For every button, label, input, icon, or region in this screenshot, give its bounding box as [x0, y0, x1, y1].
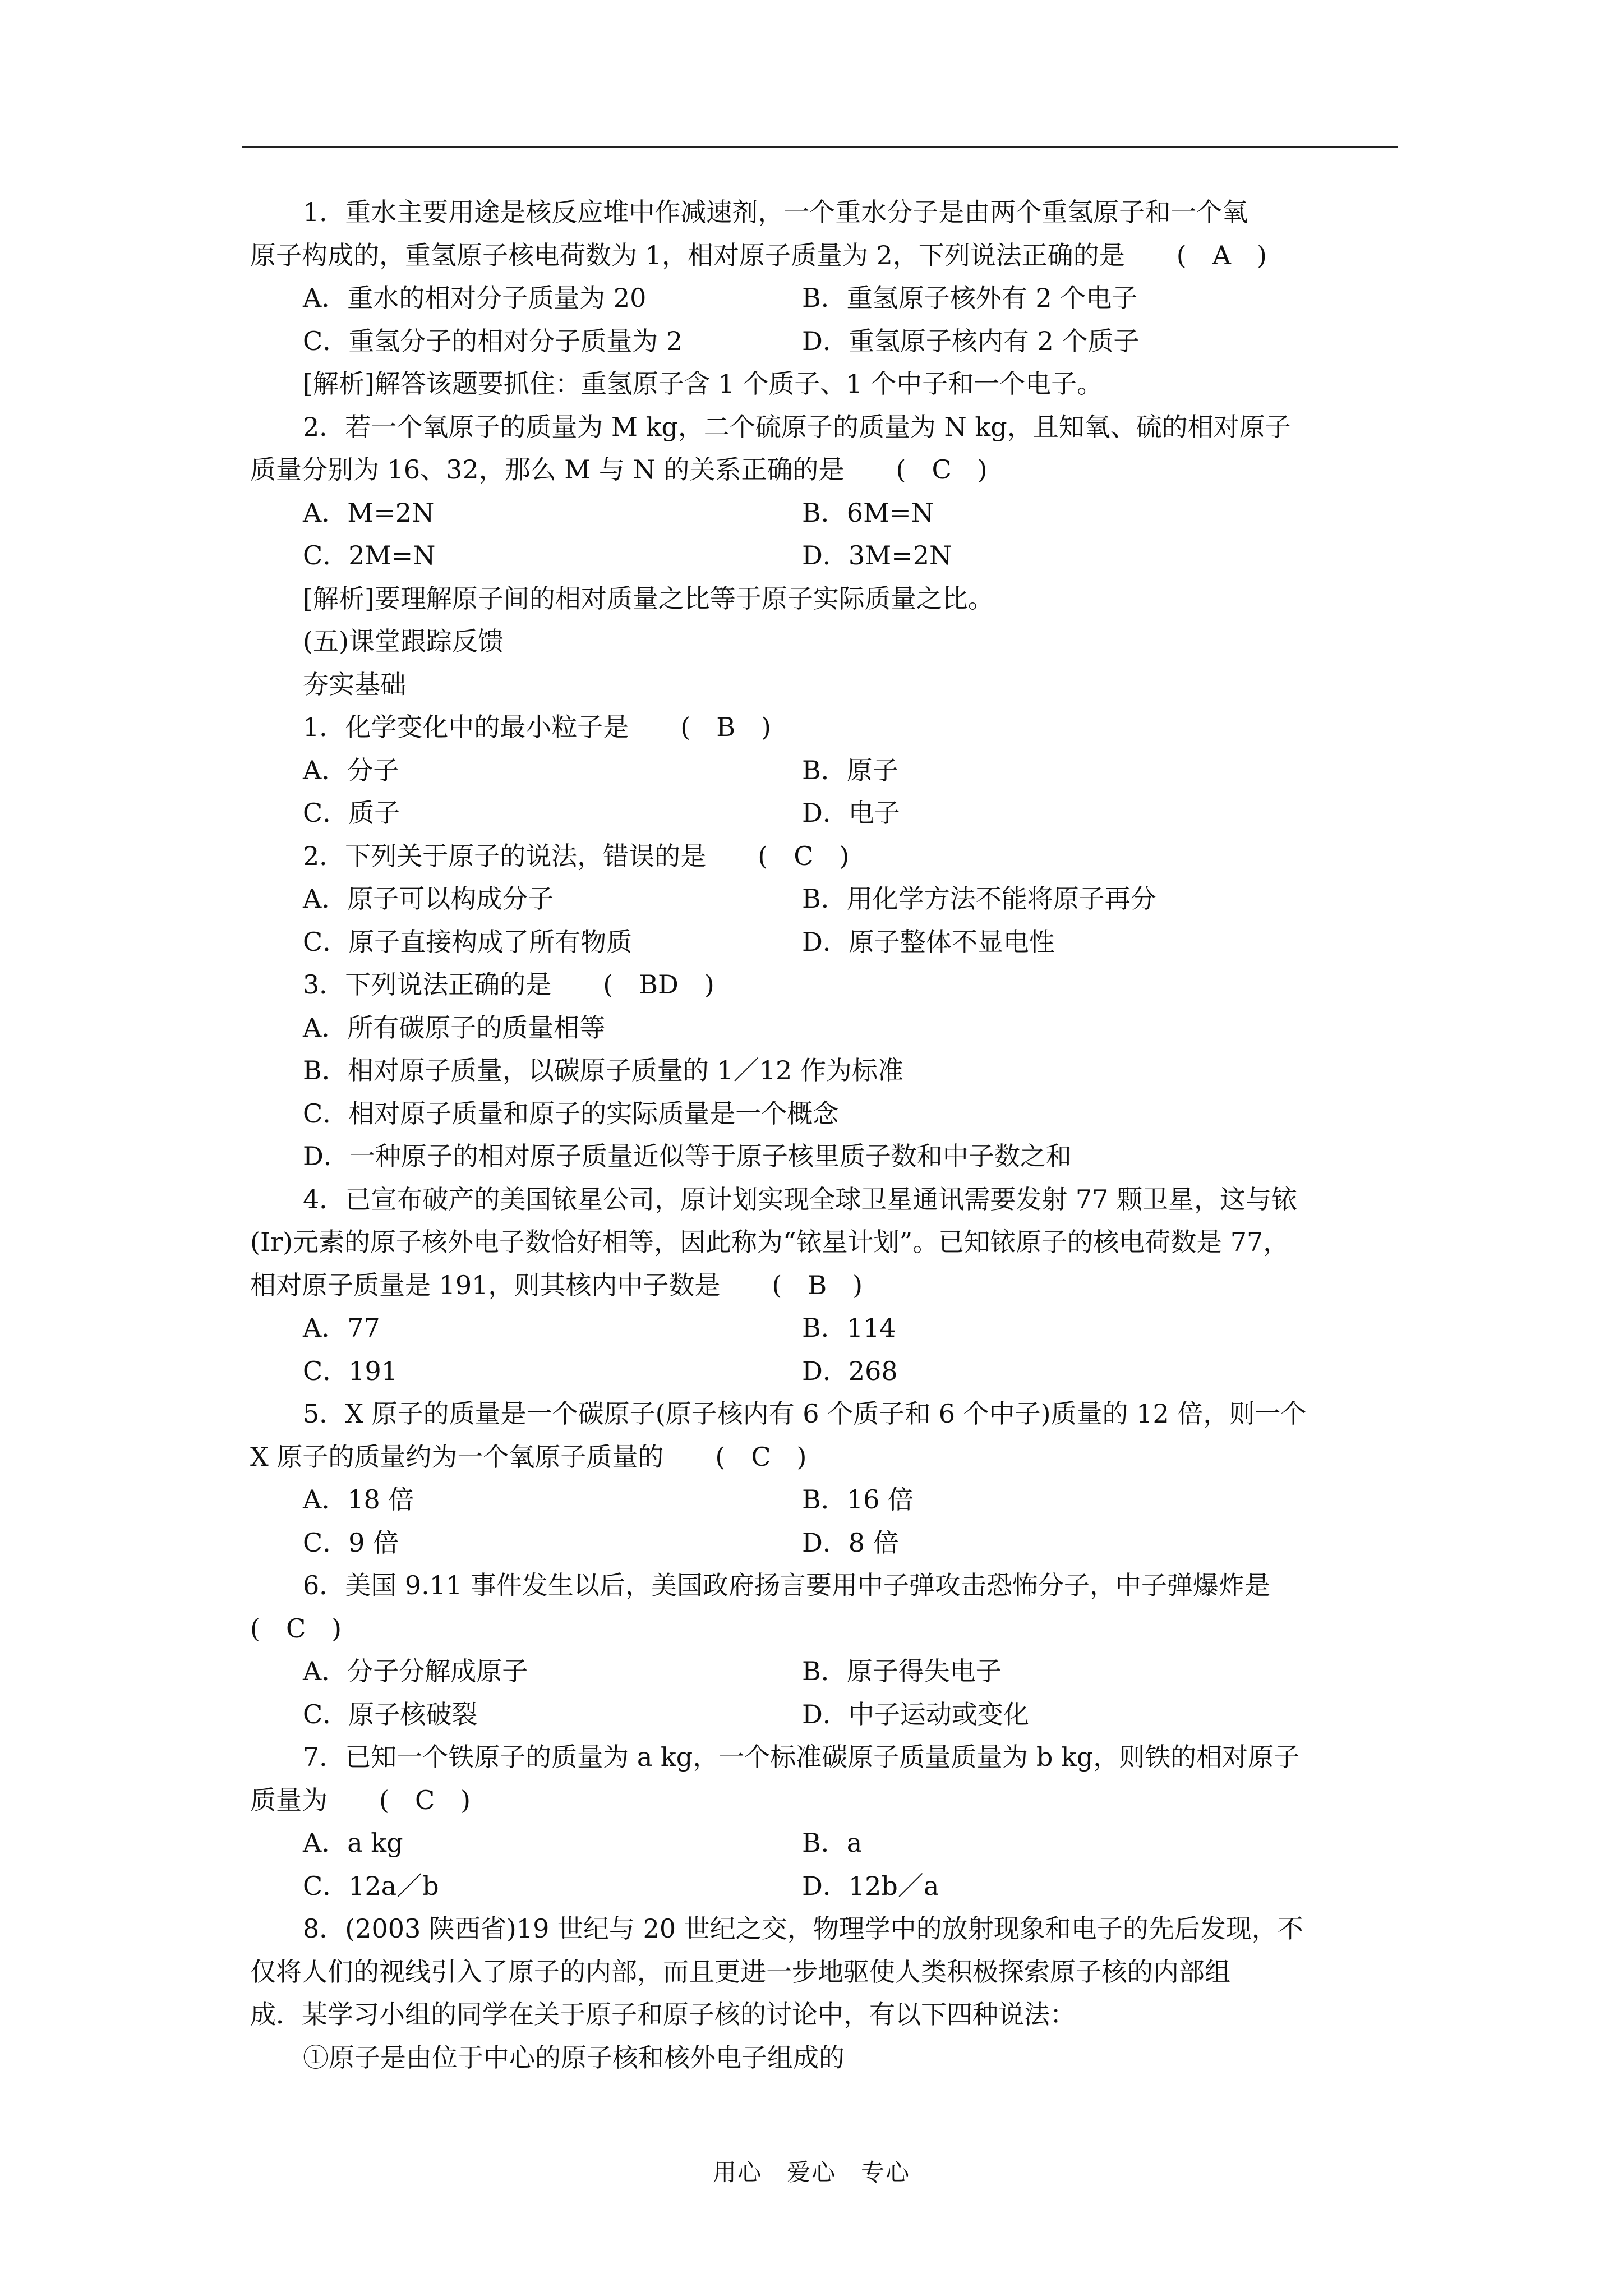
option-row [0, 277, 1623, 320]
text-line: C．相对原子质量和原子的实际质量是一个概念 [303, 1098, 839, 1129]
text-line-continued: 原子构成的，重氢原子核电荷数为 1，相对原子质量为 2，下列说法正确的是 ( A ) [250, 240, 1267, 270]
text-line: 7．已知一个铁原子的质量为 a kg，一个标准碳原子质量质量为 b kg，则铁的相对原子 [303, 1742, 1300, 1772]
option-right: D．中子运动或变化 [802, 1699, 1029, 1729]
option-right: B．重氢原子核外有 2 个电子 [802, 283, 1138, 313]
text-line: 5．X 原子的质量是一个碳原子(原子核内有 6 个质子和 6 个中子)质量的 12 倍，则一个 [303, 1398, 1307, 1429]
text-line: 1．化学变化中的最小粒子是 ( B ) [303, 712, 771, 742]
option-right: B．原子得失电子 [802, 1656, 1002, 1686]
option-row [0, 320, 1623, 363]
option-row [0, 792, 1623, 835]
option-left: A．分子 [303, 754, 399, 785]
option-left: A．M=2N [303, 497, 435, 528]
option-left: C．原子核破裂 [303, 1699, 478, 1729]
option-left: A．18 倍 [303, 1484, 414, 1515]
option-right: D．3M=2N [802, 540, 952, 570]
option-left: A．分子分解成原子 [303, 1656, 528, 1686]
option-left: C．重氢分子的相对分子质量为 2 [303, 325, 683, 356]
option-left: A．原子可以构成分子 [303, 884, 554, 914]
option-left: C．9 倍 [303, 1527, 399, 1558]
text-line-continued: (Ir)元素的原子核外电子数恰好相等，因此称为“铱星计划”。已知铱原子的核电荷数是 77， [250, 1227, 1289, 1257]
option-left: C．2M=N [303, 540, 436, 570]
header-rule [242, 146, 1398, 148]
option-row [0, 1350, 1623, 1393]
text-line-continued: 仅将人们的视线引入了原子的内部，而且更进一步地驱使人类积极探索原子核的内部组 [250, 1956, 1230, 1987]
text-line: ①原子是由位于中心的原子核和核外电子组成的 [303, 2042, 845, 2073]
option-right: D．电子 [802, 798, 900, 828]
option-left: A．重水的相对分子质量为 20 [303, 283, 647, 313]
option-row [0, 1521, 1623, 1565]
text-line: 夯实基础 [303, 669, 406, 700]
text-line: 2．下列关于原子的说法，错误的是 ( C ) [303, 840, 850, 871]
option-row [0, 921, 1623, 964]
option-left: A．a kg [303, 1828, 403, 1858]
text-line: A．所有碳原子的质量相等 [303, 1012, 606, 1043]
option-right: D．原子整体不显电性 [802, 926, 1055, 957]
text-line-continued: 相对原子质量是 191，则其核内中子数是 ( B ) [250, 1269, 863, 1300]
option-row [0, 1306, 1623, 1350]
document-body [0, 191, 1623, 2079]
option-right: B．6M=N [802, 497, 934, 528]
option-right: D．12b／a [802, 1870, 939, 1901]
text-line: 6．美国 9.11 事件发生以后，美国政府扬言要用中子弹攻击恐怖分子，中子弹爆炸是 [303, 1570, 1270, 1600]
text-line: B．相对原子质量，以碳原子质量的 1／12 作为标准 [303, 1055, 903, 1085]
text-line-continued: 质量为 ( C ) [250, 1784, 471, 1815]
option-row [0, 1865, 1623, 1908]
option-left: A．77 [303, 1313, 380, 1343]
text-line: 3．下列说法正确的是 ( BD ) [303, 969, 714, 1000]
text-line-continued: 成．某学习小组的同学在关于原子和原子核的讨论中，有以下四种说法： [250, 1999, 1076, 2030]
text-line: [解析]解答该题要抓住：重氢原子含 1 个质子、1 个中子和一个电子。 [303, 369, 1103, 399]
text-line: 4．已宣布破产的美国铱星公司，原计划实现全球卫星通讯需要发射 77 颗卫星，这与铱 [303, 1184, 1298, 1214]
option-right: B．原子 [802, 754, 898, 785]
option-row [0, 1821, 1623, 1865]
option-left: C．12a／b [303, 1870, 439, 1901]
text-line-continued: ( C ) [250, 1613, 342, 1644]
option-left: C．191 [303, 1355, 398, 1386]
option-right: D．268 [802, 1355, 898, 1386]
option-right: B．a [802, 1828, 863, 1858]
option-right: D．重氢原子核内有 2 个质子 [802, 325, 1140, 356]
page-footer: 用心 爱心 专心 [712, 2159, 910, 2186]
option-row [0, 1693, 1623, 1736]
option-row [0, 534, 1623, 577]
option-row [0, 1478, 1623, 1521]
option-row [0, 749, 1623, 792]
option-right: B．16 倍 [802, 1484, 914, 1515]
option-right: D．8 倍 [802, 1527, 899, 1558]
text-line: [解析]要理解原子间的相对质量之比等于原子实际质量之比。 [303, 583, 994, 614]
option-left: C．质子 [303, 798, 400, 828]
option-row [0, 1650, 1623, 1693]
text-line-continued: X 原子的质量约为一个氧原子质量的 ( C ) [250, 1441, 807, 1472]
text-line: 2．若一个氧原子的质量为 M kg，二个硫原子的质量为 N kg，且知氧、硫的相对原子 [303, 411, 1291, 442]
option-right: B．114 [802, 1313, 896, 1343]
option-left: C．原子直接构成了所有物质 [303, 926, 633, 957]
text-line-continued: 质量分别为 16、32，那么 M 与 N 的关系正确的是 ( C ) [250, 454, 988, 485]
option-row [0, 491, 1623, 535]
text-line: (五)课堂跟踪反馈 [303, 626, 504, 656]
text-line: 8．(2003 陕西省)19 世纪与 20 世纪之交，物理学中的放射现象和电子的先后发现，不 [303, 1913, 1303, 1944]
text-line: D．一种原子的相对原子质量近似等于原子核里质子数和中子数之和 [303, 1141, 1072, 1171]
text-line: 1．重水主要用途是核反应堆中作减速剂，一个重水分子是由两个重氢原子和一个氧 [303, 197, 1248, 227]
option-right: B．用化学方法不能将原子再分 [802, 884, 1156, 914]
option-row [0, 877, 1623, 921]
